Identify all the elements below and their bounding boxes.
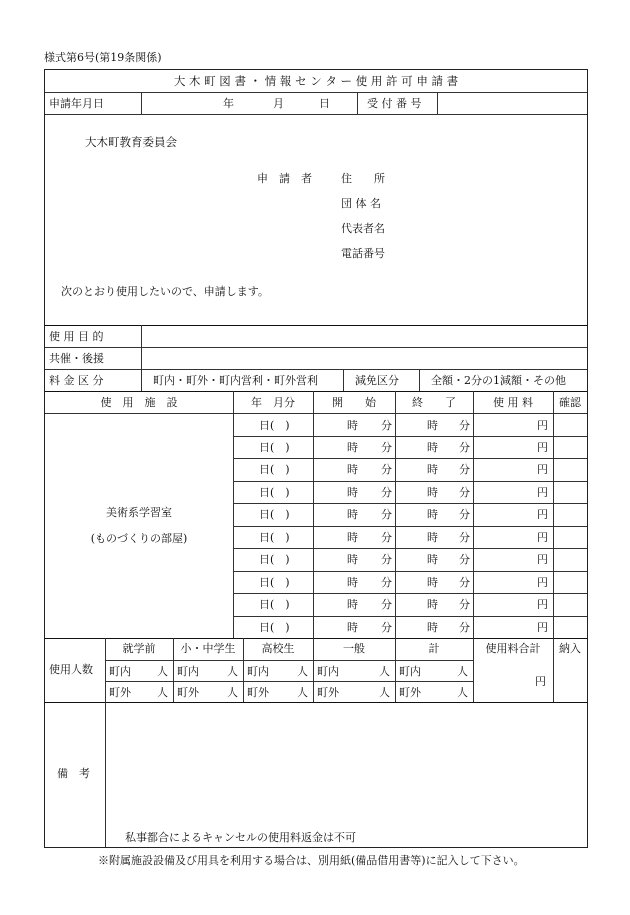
person-unit: 人 — [457, 665, 468, 678]
town-outside-label: 町外 — [317, 686, 339, 699]
facility-subname: (ものづくりの部屋) — [90, 532, 188, 545]
end-hour: 時 — [427, 621, 438, 634]
end-minute: 分 — [459, 463, 470, 476]
town-inside-label: 町内 — [109, 665, 131, 678]
start-minute: 分 — [381, 553, 392, 566]
fee-yen: 円 — [537, 419, 548, 432]
divider — [233, 503, 587, 504]
divider — [105, 660, 473, 661]
divider — [45, 114, 587, 115]
divider — [233, 593, 587, 594]
applicant-label: 申 請 者 — [257, 172, 312, 185]
purpose-label: 使 用 目 的 — [49, 330, 104, 343]
fee-header: 使 用 料 — [493, 396, 533, 409]
start-hour: 時 — [347, 621, 358, 634]
year-label: 年 — [223, 97, 234, 110]
start-hour: 時 — [347, 508, 358, 521]
end-hour: 時 — [427, 486, 438, 499]
start-minute: 分 — [381, 463, 392, 476]
fee-yen: 円 — [537, 531, 548, 544]
town-inside-label: 町内 — [317, 665, 339, 678]
schedule-day: 日( ) — [259, 486, 290, 499]
end-minute: 分 — [459, 419, 470, 432]
divider — [45, 92, 587, 93]
divider — [233, 481, 587, 482]
fee-yen: 円 — [537, 486, 548, 499]
person-unit: 人 — [297, 686, 308, 699]
receipt-number-label: 受 付 番 号 — [367, 97, 422, 110]
fee-yen: 円 — [537, 576, 548, 589]
end-header: 終 了 — [412, 396, 456, 409]
schedule-day: 日( ) — [259, 441, 290, 454]
schedule-day: 日( ) — [259, 553, 290, 566]
end-minute: 分 — [459, 531, 470, 544]
person-unit: 人 — [379, 686, 390, 699]
divider — [473, 391, 474, 702]
fee-class-label: 料 金 区 分 — [49, 374, 104, 387]
town-inside-label: 町内 — [399, 665, 421, 678]
divider — [395, 391, 396, 638]
schedule-day: 日( ) — [259, 531, 290, 544]
form-title: 大 木 町 図 書 ・ 情 報 セ ン タ ー 使 用 許 可 申 請 書 — [173, 74, 459, 88]
representative-label: 代表者名 — [341, 222, 385, 235]
divider — [357, 92, 358, 114]
person-unit: 人 — [227, 686, 238, 699]
divider — [45, 638, 587, 639]
remarks-label: 備 考 — [57, 767, 90, 780]
end-minute: 分 — [459, 598, 470, 611]
start-hour: 時 — [347, 419, 358, 432]
divider — [233, 458, 587, 459]
person-unit: 人 — [379, 665, 390, 678]
category-general: 一般 — [343, 642, 365, 655]
person-unit: 人 — [457, 686, 468, 699]
facility-header: 使 用 施 設 — [100, 396, 178, 409]
person-unit: 人 — [157, 686, 168, 699]
start-hour: 時 — [347, 486, 358, 499]
fee-yen: 円 — [537, 621, 548, 634]
divider — [45, 391, 587, 392]
end-hour: 時 — [427, 531, 438, 544]
day-label: 日 — [319, 97, 330, 110]
total-fee-yen: 円 — [535, 675, 546, 688]
divider — [233, 391, 234, 638]
addressee: 大木町教育委員会 — [85, 135, 177, 149]
schedule-day: 日( ) — [259, 419, 290, 432]
end-minute: 分 — [459, 486, 470, 499]
start-hour: 時 — [347, 463, 358, 476]
fee-yen: 円 — [537, 463, 548, 476]
start-hour: 時 — [347, 531, 358, 544]
end-hour: 時 — [427, 463, 438, 476]
end-minute: 分 — [459, 441, 470, 454]
fee-class-options: 町内・町外・町内営利・町外営利 — [153, 374, 318, 387]
application-form — [44, 69, 588, 848]
divider — [141, 325, 142, 391]
divider — [233, 526, 587, 527]
fee-yen: 円 — [537, 553, 548, 566]
start-minute: 分 — [381, 419, 392, 432]
category-preschool: 就学前 — [122, 642, 156, 655]
request-statement: 次のとおり使用したいので、申請します。 — [61, 285, 269, 298]
divider — [105, 681, 473, 682]
divider — [343, 369, 344, 391]
remarks-note: 私事都合によるキャンセルの使用料返金は不可 — [125, 831, 356, 844]
divider — [45, 347, 587, 348]
start-hour: 時 — [347, 576, 358, 589]
person-unit: 人 — [227, 665, 238, 678]
reduction-options: 全額・2分の1減額・その他 — [431, 374, 566, 387]
schedule-day: 日( ) — [259, 508, 290, 521]
start-hour: 時 — [347, 553, 358, 566]
start-minute: 分 — [381, 486, 392, 499]
start-minute: 分 — [381, 621, 392, 634]
address-label: 住 所 — [341, 172, 385, 185]
month-label: 月 — [273, 97, 284, 110]
schedule-day: 日( ) — [259, 463, 290, 476]
divider — [45, 325, 587, 326]
divider — [553, 391, 554, 702]
fee-yen: 円 — [537, 508, 548, 521]
divider — [233, 616, 587, 617]
fee-yen: 円 — [537, 598, 548, 611]
group-name-label: 団 体 名 — [341, 197, 381, 210]
divider — [45, 413, 587, 414]
reduction-label: 減免区分 — [355, 374, 399, 387]
fee-yen: 円 — [537, 441, 548, 454]
form-number: 様式第6号(第19条関係) — [44, 51, 162, 64]
end-hour: 時 — [427, 553, 438, 566]
town-inside-label: 町内 — [177, 665, 199, 678]
divider — [233, 436, 587, 437]
start-minute: 分 — [381, 508, 392, 521]
start-header: 開 始 — [332, 396, 376, 409]
month-day-header: 年 月分 — [251, 396, 295, 409]
divider — [437, 92, 438, 114]
person-unit: 人 — [297, 665, 308, 678]
divider — [313, 391, 314, 638]
category-total: 計 — [428, 642, 440, 655]
town-outside-label: 町外 — [247, 686, 269, 699]
cosponsor-label: 共催・後援 — [49, 352, 104, 365]
divider — [45, 702, 587, 703]
start-minute: 分 — [381, 441, 392, 454]
paid-label: 納入 — [559, 642, 581, 655]
end-minute: 分 — [459, 508, 470, 521]
date-label: 申請年月日 — [49, 97, 104, 110]
end-hour: 時 — [427, 576, 438, 589]
start-hour: 時 — [347, 598, 358, 611]
town-outside-label: 町外 — [399, 686, 421, 699]
divider — [233, 571, 587, 572]
start-minute: 分 — [381, 576, 392, 589]
town-inside-label: 町内 — [247, 665, 269, 678]
confirm-header: 確認 — [559, 396, 581, 409]
total-fee-label: 使用料合計 — [485, 642, 541, 655]
end-minute: 分 — [459, 576, 470, 589]
end-hour: 時 — [427, 598, 438, 611]
divider — [45, 369, 587, 370]
end-minute: 分 — [459, 553, 470, 566]
end-hour: 時 — [427, 508, 438, 521]
category-highschool: 高校生 — [261, 642, 295, 655]
divider — [141, 92, 142, 114]
schedule-day: 日( ) — [259, 621, 290, 634]
person-unit: 人 — [157, 665, 168, 678]
start-minute: 分 — [381, 598, 392, 611]
town-outside-label: 町外 — [109, 686, 131, 699]
schedule-day: 日( ) — [259, 576, 290, 589]
start-minute: 分 — [381, 531, 392, 544]
user-count-label: 使用人数 — [49, 663, 93, 676]
divider — [233, 548, 587, 549]
category-elementary-junior: 小・中学生 — [180, 642, 236, 655]
divider — [105, 638, 106, 847]
end-minute: 分 — [459, 621, 470, 634]
end-hour: 時 — [427, 419, 438, 432]
facility-name: 美術系学習室 — [106, 506, 172, 519]
divider — [419, 369, 420, 391]
phone-label: 電話番号 — [341, 247, 385, 260]
end-hour: 時 — [427, 441, 438, 454]
town-outside-label: 町外 — [177, 686, 199, 699]
start-hour: 時 — [347, 441, 358, 454]
footnote: ※附属施設設備及び用具を利用する場合は、別用紙(備品借用書等)に記入して下さい。 — [98, 854, 525, 867]
schedule-day: 日( ) — [259, 598, 290, 611]
